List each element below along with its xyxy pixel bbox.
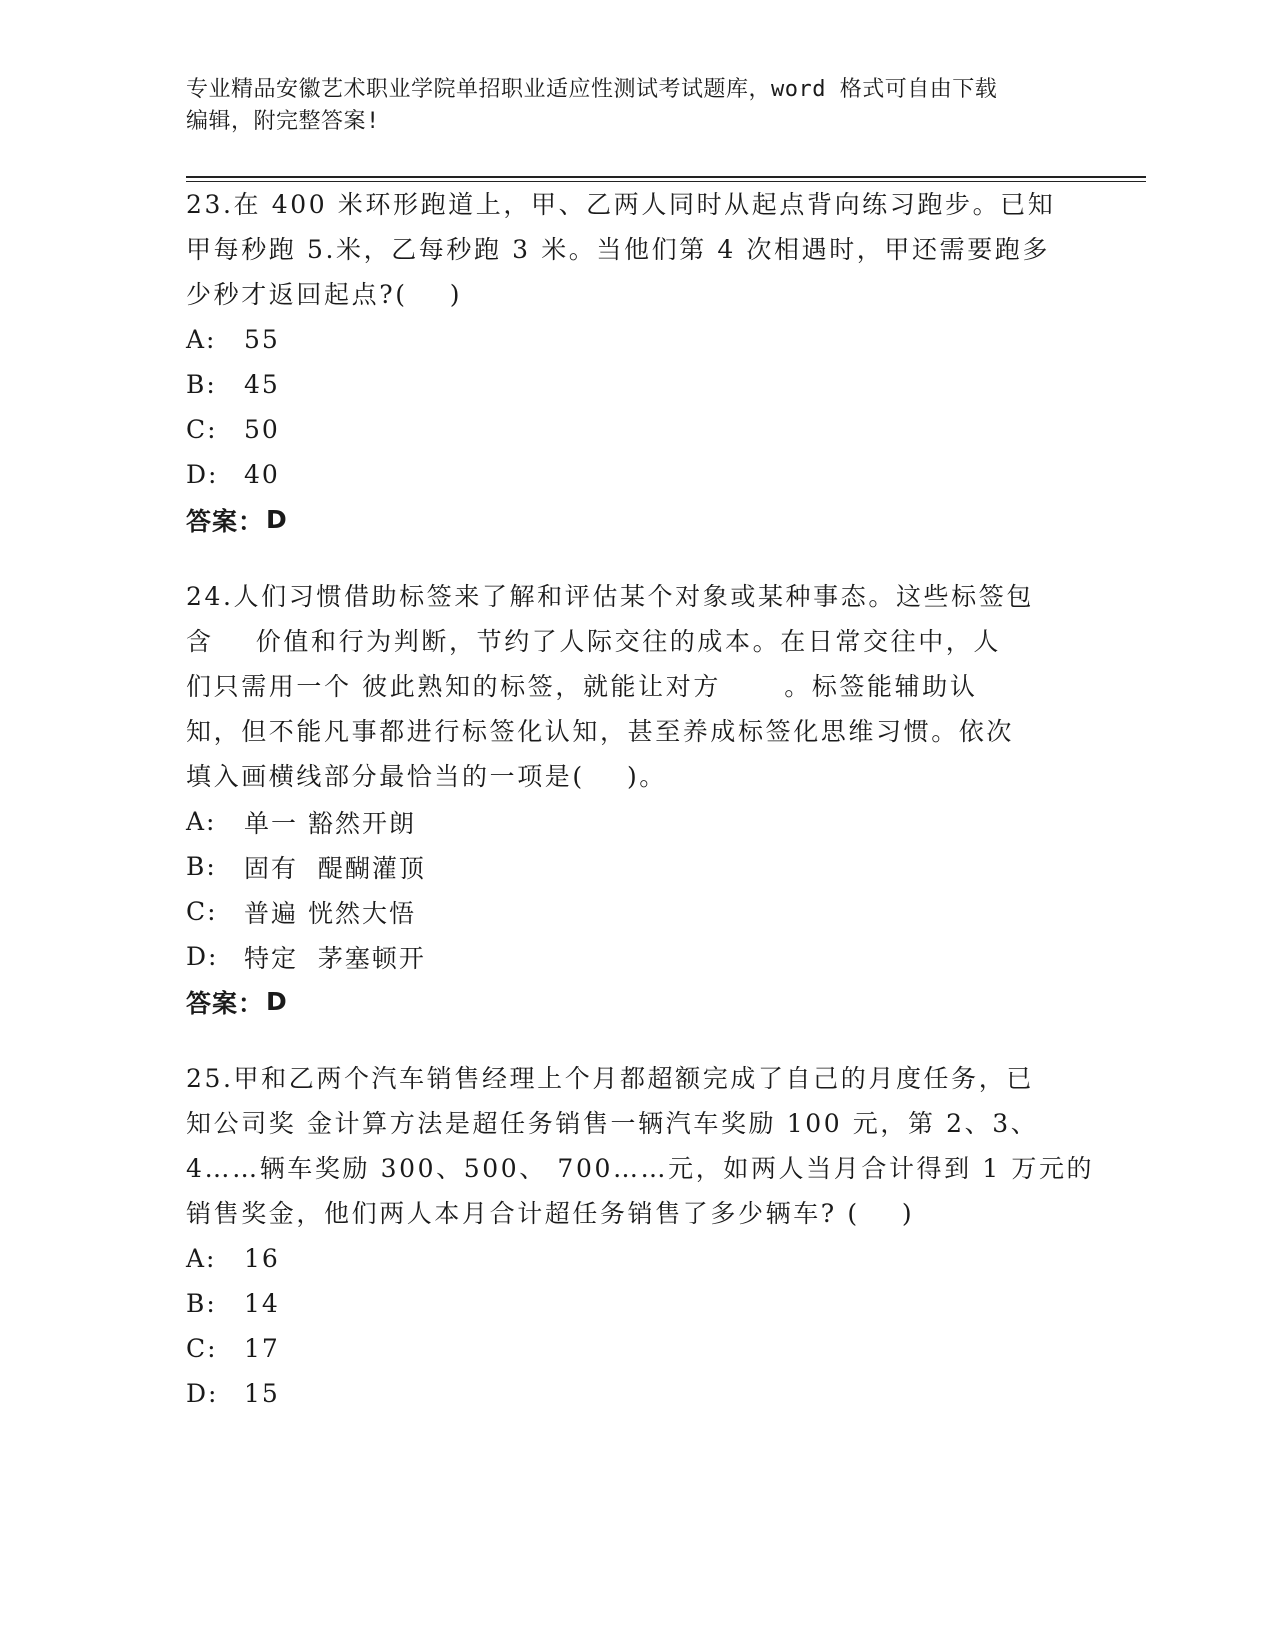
stem-line: 含 价值和行为判断，节约了人际交往的成本。在日常交往中，人 <box>186 627 1001 656</box>
option-letter: C: <box>186 1334 218 1363</box>
option-text: 16 <box>244 1244 280 1273</box>
stem-line: 们只需用一个 彼此熟知的标签，就能让对方 。标签能辅助认 <box>186 672 978 701</box>
option-c <box>186 889 1086 934</box>
stem-line: 25.甲和乙两个汽车销售经理上个月都超额完成了自己的月度任务，已 <box>186 1064 1034 1093</box>
option-letter: C: <box>186 897 218 926</box>
option-letter: A: <box>186 325 217 354</box>
question-stem <box>186 182 1086 317</box>
answer-line <box>186 497 1086 542</box>
stem-line: 销售奖金，他们两人本月合计超任务销售了多少辆车? ( ) <box>186 1199 915 1228</box>
option-text: 45 <box>244 370 280 399</box>
option-c <box>186 407 1086 452</box>
option-d <box>186 934 1086 979</box>
stem-line: 知，但不能凡事都进行标签化认知，甚至养成标签化思维习惯。依次 <box>186 717 1015 746</box>
option-text: 固有 醍醐灌顶 <box>244 853 426 883</box>
option-text: 特定 茅塞顿开 <box>244 943 426 973</box>
stem-line: 知公司奖 金计算方法是超任务销售一辆汽车奖励 100 元，第 2、3、 <box>186 1109 1039 1138</box>
answer-label: 答案： <box>186 506 265 536</box>
stem-line: 甲每秒跑 5.米，乙每秒跑 3 米。当他们第 4 次相遇时，甲还需要跑多 <box>186 235 1051 264</box>
option-letter: D: <box>186 1379 219 1408</box>
option-letter: B: <box>186 1289 217 1318</box>
option-text: 14 <box>244 1289 280 1318</box>
stem-line: 23.在 400 米环形跑道上，甲、乙两人同时从起点背向练习跑步。已知 <box>186 190 1056 219</box>
stem-line: 4……辆车奖励 300、500、 700……元，如两人当月合计得到 1 万元的 <box>186 1154 1095 1183</box>
option-letter: B: <box>186 852 217 881</box>
option-b <box>186 362 1086 407</box>
answer-value: D <box>266 987 288 1016</box>
answer-label: 答案： <box>186 988 265 1018</box>
stem-line: 24.人们习惯借助标签来了解和评估某个对象或某种事态。这些标签包 <box>186 582 1034 611</box>
question-25 <box>186 1056 1095 1416</box>
option-letter: C: <box>186 415 218 444</box>
option-a <box>186 317 1086 362</box>
question-stem <box>186 574 1086 799</box>
option-c <box>186 1326 1086 1371</box>
header-line-2: 编辑，附完整答案! <box>186 109 380 134</box>
option-letter: B: <box>186 370 217 399</box>
document-header <box>186 74 1066 138</box>
option-b <box>186 1281 1086 1326</box>
stem-line: 少秒才返回起点?( ) <box>186 280 463 309</box>
option-a <box>186 799 1086 844</box>
stem-line: 填入画横线部分最恰当的一项是( )。 <box>186 762 667 791</box>
question-23 <box>186 182 1086 542</box>
question-stem <box>186 1056 1095 1236</box>
header-line-1: 专业精品安徽艺术职业学院单招职业适应性测试考试题库，word 格式可自由下载 <box>186 77 998 102</box>
option-text: 55 <box>244 325 280 354</box>
option-letter: A: <box>186 1244 217 1273</box>
option-d <box>186 1371 1086 1416</box>
option-text: 40 <box>244 460 280 489</box>
option-letter: D: <box>186 942 219 971</box>
option-b <box>186 844 1086 889</box>
option-d <box>186 452 1086 497</box>
option-text: 普遍 恍然大悟 <box>244 898 416 928</box>
option-text: 15 <box>244 1379 280 1408</box>
option-letter: D: <box>186 460 219 489</box>
option-a <box>186 1236 1086 1281</box>
option-text: 50 <box>244 415 280 444</box>
option-text: 单一 豁然开朗 <box>244 808 416 838</box>
question-24 <box>186 574 1086 1024</box>
header-divider-thick <box>186 176 1146 178</box>
option-letter: A: <box>186 807 217 836</box>
answer-line <box>186 979 1086 1024</box>
answer-value: D <box>266 505 288 534</box>
option-text: 17 <box>244 1334 280 1363</box>
